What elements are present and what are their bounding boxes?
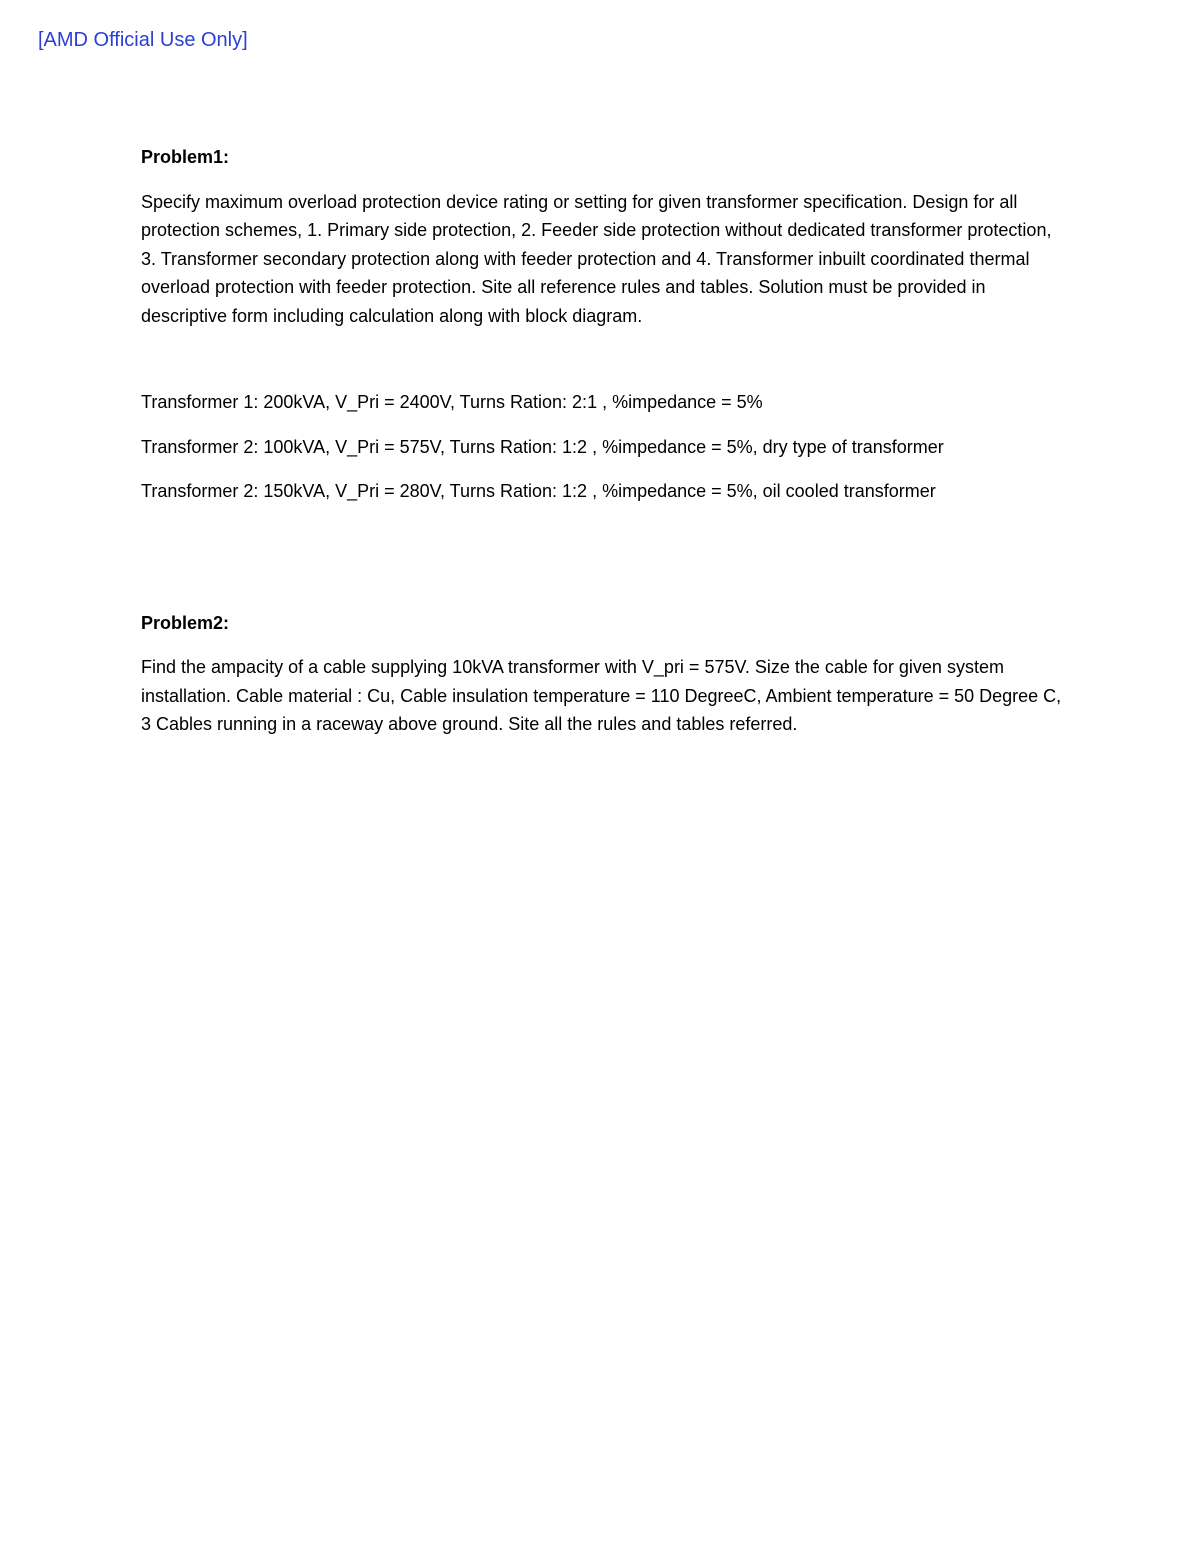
- transformer-spec-1: Transformer 1: 200kVA, V_Pri = 2400V, Turns Ration: 2:1 , %impedance = 5%: [141, 392, 763, 412]
- transformer-spec-3: Transformer 2: 150kVA, V_Pri = 280V, Turns Ration: 1:2 , %impedance = 5%, oil cooled transformer: [141, 481, 936, 501]
- problem2-description: Find the ampacity of a cable supplying 10kVA transformer with V_pri = 575V. Size the cable for given system installation. Cable material : Cu, Cable insulation temperature = 110 DegreeC, Ambient temperature = 50 Degree C, 3 Cables running in a raceway above ground. Site all the rules and tables referred.: [141, 657, 1062, 734]
- problem1-description: Specify maximum overload protection device rating or setting for given transformer specification. Design for all protection schemes, 1. Primary side protection, 2. Feeder side protection without dedicated transformer protection, 3. Transformer secondary protection along with feeder protection and 4. Transformer inbuilt coordinated thermal overload protection with feeder protection. Site all reference rules and tables. Solution must be provided in descriptive form including calculation along with block diagram.: [141, 191, 1052, 326]
- problem1-heading: Problem1:: [141, 147, 230, 167]
- problem2-heading: Problem2:: [141, 612, 230, 633]
- document-body: [141, 143, 1071, 739]
- transformer-spec-list: [141, 388, 1071, 506]
- transformer-spec-2: Transformer 2: 100kVA, V_Pri = 575V, Turns Ration: 1:2 , %impedance = 5%, dry type of transformer: [141, 436, 944, 457]
- classification-label: [AMD Official Use Only]: [38, 29, 248, 51]
